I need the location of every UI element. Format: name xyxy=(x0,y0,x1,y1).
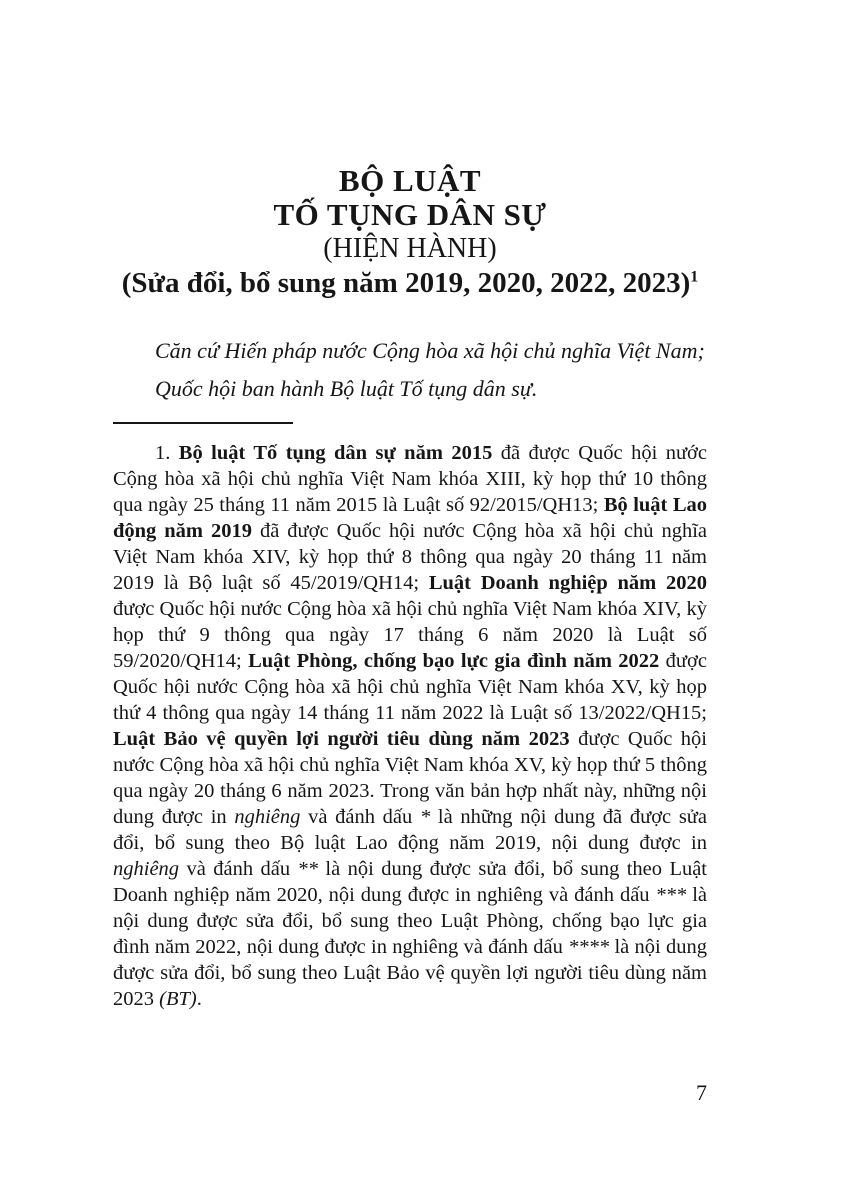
footnote-segment: được Quốc hội nước Cộng hòa xã hội chủ nghĩa Việt Nam khóa XIV, kỳ họp thứ 9 thông qua ngày 17 tháng 6 năm 2020 là Luật số 59/2020/QH14; xyxy=(113,598,707,672)
footnote-segment: ** xyxy=(297,858,318,880)
title-line-4 xyxy=(113,266,707,300)
footnote-segment: Bộ luật Tố tụng dân sự năm 2015 xyxy=(178,442,493,464)
footnote-segment: 1. xyxy=(155,442,179,464)
preamble xyxy=(113,338,707,402)
footnote-segment: (BT) xyxy=(159,988,197,1010)
footnote-segment: nghiêng xyxy=(234,806,301,828)
footnote-segment: Luật Phòng, chống bạo lực gia đình năm 2022 xyxy=(248,650,660,672)
footnote-segment: và đánh dấu xyxy=(300,806,420,828)
page-number: 7 xyxy=(696,1080,707,1105)
footnote-segment: là nội dung được sửa đổi, bổ sung theo Luật Phòng, chống bạo lực gia đình năm 2022, nội dung được in nghiêng và đánh dấu xyxy=(113,884,708,958)
footnote-segment: là những nội dung đã được sửa đổi, bổ sung theo Bộ luật Lao động năm 2019, nội dung được in xyxy=(113,806,708,854)
footnote-text xyxy=(113,440,707,1012)
footnote-segment: **** xyxy=(568,936,610,958)
footnote-segment: . xyxy=(196,988,202,1010)
footnote-separator xyxy=(113,422,293,424)
title-line-2: TỐ TỤNG DÂN SỰ xyxy=(273,197,547,232)
footnote-segment: đã được Quốc hội nước Cộng hòa xã hội chủ nghĩa Việt Nam khóa XIII, kỳ họp thứ 10 thông qua ngày 25 tháng 11 năm 2015 là Luật số 92/2015/QH13; xyxy=(113,442,707,516)
footnote-segment: là nội dung được sửa đổi, bổ sung theo Luật Doanh nghiệp năm 2020, nội dung được in nghiêng và đánh dấu xyxy=(113,858,708,906)
footnote-segment: và đánh dấu xyxy=(179,858,298,880)
footnote-segment: nghiêng xyxy=(113,858,180,880)
title-line-1: BỘ LUẬT xyxy=(338,163,482,198)
preamble-line: Quốc hội ban hành Bộ luật Tố tụng dân sự. xyxy=(155,376,538,401)
footnote-segment: Luật Doanh nghiệp năm 2020 xyxy=(428,572,707,594)
footnote-reference-mark: 1 xyxy=(690,268,699,286)
document-title-block xyxy=(113,164,707,300)
footnote-segment: * xyxy=(419,806,431,828)
preamble-line: Căn cứ Hiến pháp nước Cộng hòa xã hội chủ nghĩa Việt Nam; xyxy=(155,338,705,363)
footnote-segment: *** xyxy=(655,884,687,906)
footnote-segment: Luật Bảo vệ quyền lợi người tiêu dùng năm 2023 xyxy=(113,728,570,750)
footnote-segment: Bộ luật Lao động năm 2019 xyxy=(113,494,707,542)
footnote-segment: đã được Quốc hội nước Cộng hòa xã hội chủ nghĩa Việt Nam khóa XIV, kỳ họp thứ 8 thông qua ngày 20 tháng 11 năm 2019 là Bộ luật số 45/2019/QH14; xyxy=(113,520,707,594)
title-amendment-text: (Sửa đổi, bổ sung năm 2019, 2020, 2022, 2023) xyxy=(121,267,691,299)
footnote-segment: được Quốc hội nước Cộng hòa xã hội chủ nghĩa Việt Nam khóa XV, kỳ họp thứ 5 thông qua ngày 20 tháng 6 năm 2023. Trong văn bản hợp nhất này, những nội dung được in xyxy=(113,728,708,828)
title-line-3: (HIỆN HÀNH) xyxy=(323,233,497,264)
footnote-segment: được Quốc hội nước Cộng hòa xã hội chủ nghĩa Việt Nam khóa XV, kỳ họp thứ 4 thông qua ngày 14 tháng 11 năm 2022 là Luật số 13/2022/QH15; xyxy=(113,650,707,724)
footnote-segment: là nội dung được sửa đổi, bổ sung theo Luật Bảo vệ quyền lợi người tiêu dùng năm 2023 xyxy=(113,936,707,1010)
